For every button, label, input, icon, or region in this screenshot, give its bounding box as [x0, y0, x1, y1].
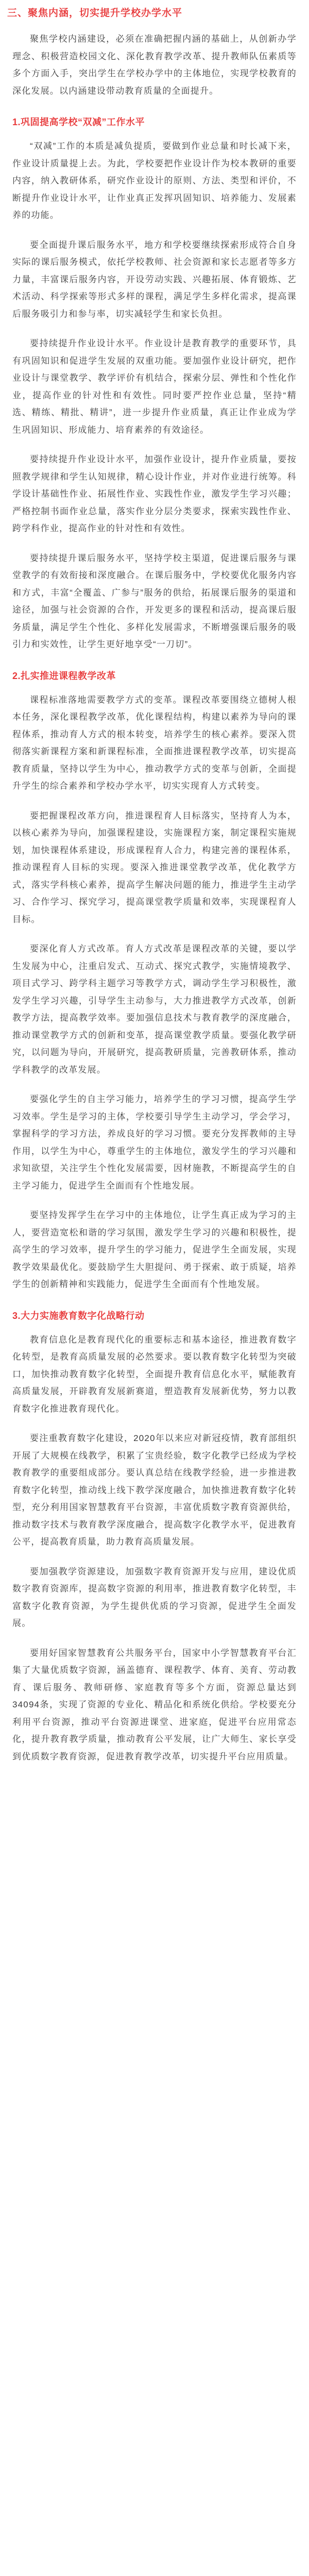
section-heading	[7, 5, 302, 19]
intro-paragraph: 聚焦学校内涵建设，必须在准确把握内涵的基础上，从创新办学理念、积极营造校园文化、深化教育教学改革、提升教师队伍素质等多个方面入手，突出学生在学校办学中的主体地位，实现学校教育的深化发展。以内涵建设带动教育质量的全面提升。	[12, 34, 297, 96]
paragraph: 要持续提升课后服务水平，坚持学校主渠道，促进课后服务与课堂教学的有效衔接和深度融合。在课后服务中，学校要优化服务内容和方式，丰富“全覆盖、广参与”服务的供给，拓展课后服务的渠道和途径，加强与社会资源的合作，开发更多的课程和活动，提高课后服务质量，满足学生个性化、多样化发展需求，不断增强课后服务的吸引力和实效性，让学生更好地享受“一刀切”。	[12, 553, 297, 649]
paragraph: 要把握课程改革方向，推进课程育人目标落实，坚持育人为本，以核心素养为导向，加强课程建设，实施课程方案，制定课程实施规划，加快课程体系建设，形成课程育人合力，构建完善的课程体系，推动课程育人目标的实现。要深入推进课堂教学改革，优化教学方式，落实学科核心素养，提高学生解决问题的能力，推进学生主动学习、合作学习、探究学习，提高课堂教学质量和效率，实现课程育人目标。	[12, 810, 297, 924]
paragraph: 要坚持发挥学生在学习中的主体地位，让学生真正成为学习的主人，要营造宽松和谐的学习氛围，激发学生学习的兴趣和积极性，提高学生的学习效率，提升学生的学习能力，促进学生全面发展，实现教学效果最优化。要鼓励学生大胆提问、勇于探索、敢于质疑，培养学生的创新精神和实践能力，促进学生全面而有个性地发展。	[12, 1210, 297, 1289]
paragraph: 要用好国家智慧教育公共服务平台，国家中小学智慧教育平台汇集了大量优质数字资源，涵盖德育、课程教学、体育、美育、劳动教育、课后服务、教师研修、家庭教育等多个方面，资源总量达到34094条，实现了资源的专业化、精品化和系统化供给。学校要充分利用平台资源，推动平台资源进课堂、进家庭，促进平台应用常态化，提升教育教学质量，推动教育公平发展，让广大师生、家长享受到优质数字教育资源，促进教育教学改革，切实提升平台应用质量。	[12, 1648, 297, 1761]
paragraph: 要加强教学资源建设，加强数字教育资源开发与应用，建设优质数字教育资源库，提高数字资源的利用率，推进教育数字化转型，丰富数字化教育资源，为学生提供优质的学习资源，促进学生全面发展。	[12, 1566, 297, 1628]
subsection-heading-2: 2.扎实推进课程教学改革	[12, 670, 116, 681]
paragraph: 要深化育人方式改革。育人方式改革是课程改革的关键，要以学生发展为中心，注重启发式、互动式、探究式教学，实施情境教学、项目式学习、跨学科主题学习等教学方式，调动学生学习积极性，激发学生学习兴趣，引导学生主动参与，大力推进教学方式改革，创新教学方法，提高教学效率。要加强信息技术与教育教学的深度融合，推动课堂教学方式的创新和变革，提高课堂教学质量。要强化教学研究，以问题为导向，开展研究，提高教研质量，完善教研体系，推动学科教学的改革发展。	[12, 944, 297, 1075]
section-heading-text: 三、聚焦内涵，切实提升学校办学水平	[7, 8, 183, 19]
paragraph: 教育信息化是教育现代化的重要标志和基本途径，推进教育数字化转型，是教育高质量发展的必然要求。要以教育数字化转型为突破口，加快推动教育数字化转型，全面提升教育信息化水平，赋能教育高质量发展，开辟教育发展新赛道，塑造教育发展新优势，努力以教育数字化推进教育现代化。	[12, 1334, 297, 1414]
paragraph: 课程标准落地需要教学方式的变革。课程改革要围绕立德树人根本任务，深化课程教学改革，优化课程结构，构建以素养为导向的课程体系，推动育人方式的根本转变，培养学生的核心素养。要深入贯彻落实新课程方案和新课程标准，全面推进课程教学改革，切实提高教育质量，坚持以学生为中心，推动教学方式的变革与创新，全面提升学生的综合素养和学校办学水平，切实实现育人方式转变。	[12, 694, 297, 791]
paragraph: 要强化学生的自主学习能力，培养学生的学习习惯，提高学生学习效率。学生是学习的主体，学校要引导学生主动学习，学会学习，掌握科学的学习方法，养成良好的学习习惯。要充分发挥教师的主导作用，以学生为中心，尊重学生的主体地位，激发学生的学习兴趣和求知欲望，关注学生个性化发展需要，因材施教，不断提高学生的自主学习能力，促进学生全面而有个性地发展。	[12, 1094, 297, 1191]
paragraph: 要全面提升课后服务水平，地方和学校要继续探索形成符合自身实际的课后服务模式，依托学校教师、社会资源和家长志愿者等多方力量，丰富课后服务内容，开设劳动实践、兴趣拓展、体育锻炼、艺术活动、科学探索等形式多样的课程，满足学生多样化需求，提高课后服务吸引力和参与率，切实减轻学生和家长负担。	[12, 240, 297, 319]
subsection-heading-3: 3.大力实施教育数字化战略行动	[12, 1310, 145, 1321]
subsection-heading-1: 1.巩固提高学校“双减”工作水平	[12, 117, 145, 127]
paragraph: 要持续提升作业设计水平。作业设计是教育教学的重要环节，具有巩固知识和促进学生发展的双重功能。要加强作业设计研究，把作业设计与课堂教学、教学评价有机结合，探索分层、弹性和个性化作业，提高作业的针对性和有效性。同时要严控作业总量，坚持“精选、精练、精批、精讲”，进一步提升作业质量，真正让作业成为学生巩固知识、形成能力、培育素养的有效途径。	[12, 338, 297, 435]
paragraph: “双减”工作的本质是减负提质，要做到作业总量和时长减下来，作业设计质量提上去。为此，学校要把作业设计作为校本教研的重要内容，纳入教研体系，研究作业设计的原则、方法、类型和评价，不断提升作业设计水平，让作业真正发挥巩固知识、培养能力、发展素养的功能。	[12, 141, 297, 220]
paragraph: 要持续提升作业设计水平，加强作业设计，提升作业质量，要按照教学规律和学生认知规律，精心设计作业，并对作业进行统筹。科学设计基础性作业、拓展性作业、实践性作业，激发学生学习兴趣；严格控制书面作业总量，落实作业分层分类要求，探索实践性作业、跨学科作业，提高作业的针对性和有效性。	[12, 454, 297, 533]
paragraph: 要注重教育数字化建设，2020年以来应对新冠疫情，教育部组织开展了大规模在线教学，积累了宝贵经验，数字化教学已经成为学校教育教学的重要组成部分。要认真总结在线教学经验，进一步推进教育数字化转型，推动线上线下教学深度融合，加快推进教育数字化转型，充分利用国家智慧教育平台资源，丰富优质数字教育资源供给，推动数字技术与教育教学深度融合，提高数字化教学水平，促进教育公平，提高教育质量，助力教育高质量发展。	[12, 1433, 297, 1547]
